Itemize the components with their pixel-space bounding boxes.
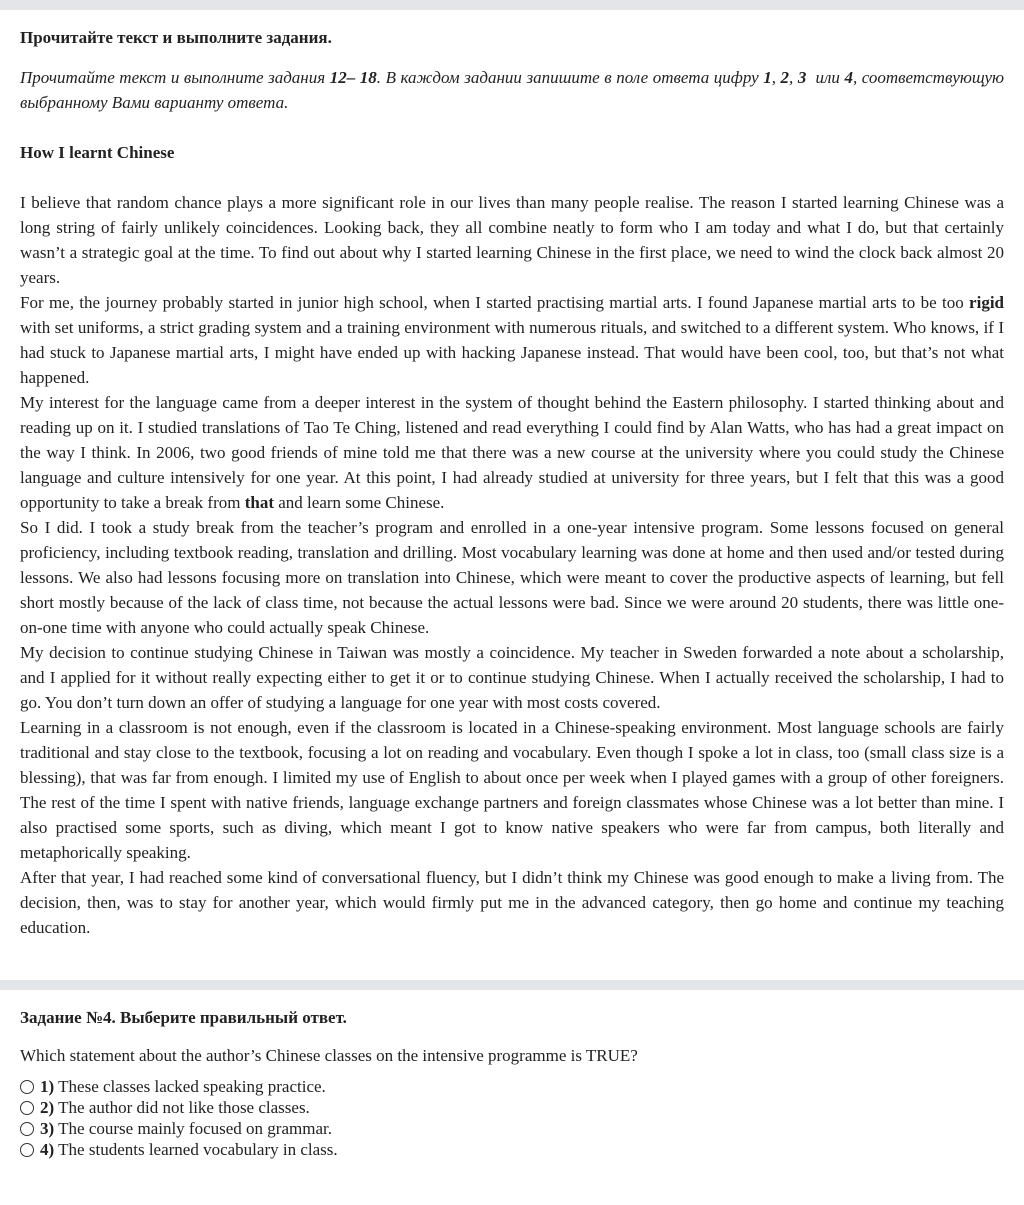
article-body <box>20 190 1004 940</box>
task-question: Which statement about the author’s Chinese classes on the intensive programme is TRUE? <box>20 1046 638 1065</box>
article-paragraph: So I did. I took a study break from the teacher’s program and enrolled in a one-year intensive program. Some lessons focused on general proficiency, including textbook reading, translation and drilling. Most vocabulary learning was done at home and then used and/or tested during lessons. We also had lessons focusing more on translation into Chinese, which were meant to cover the productive aspects of learning, but fell short mostly because of the lack of class time, not because the actual lessons were bad. Since we were around 20 students, there was little one-on-one time with anyone who could actually speak Chinese. <box>20 518 1004 637</box>
radio-button[interactable] <box>20 1101 34 1115</box>
option-label: These classes lacked speaking practice. <box>58 1077 326 1096</box>
highlighted-word: that <box>244 493 274 512</box>
option-number: 1) <box>40 1077 55 1096</box>
instr-part: Прочитайте текст и выполните задания <box>20 68 330 87</box>
article-paragraph: My decision to continue studying Chinese in Taiwan was mostly a coincidence. My teacher in Sweden forwarded a note about a scholarship, and I applied for it without really expecting either to get it or to continue studying Chinese. When I actually received the scholarship, I had to go. You don’t turn down an offer of studying a language for one year with most costs covered. <box>20 643 1004 712</box>
text-run: with set uniforms, a strict grading system and a training environment with numerous rituals, and switched to a different system. Who knows, if I had stuck to Japanese martial arts, I might have ended up with hacking Japanese instead. That would have been cool, too, but that’s not what happened. <box>20 318 1004 387</box>
section-heading: Прочитайте текст и выполните задания. <box>20 28 332 47</box>
section-divider <box>0 980 1024 990</box>
instructions-section <box>20 28 1004 940</box>
answer-option-4[interactable] <box>20 1139 1004 1160</box>
option-label: The course mainly focused on grammar. <box>58 1119 332 1138</box>
instr-part: или <box>815 68 840 87</box>
instr-num: 1 <box>763 68 772 87</box>
instr-part: . В каждом задании запишите в поле ответа цифру <box>376 68 764 87</box>
answer-option-3[interactable] <box>20 1118 1004 1139</box>
radio-button[interactable] <box>20 1080 34 1094</box>
article-paragraph: Learning in a classroom is not enough, even if the classroom is located in a Chinese-speaking environment. Most language schools are fairly traditional and stay close to the textbook, focusing a lot on reading and vocabulary. Even though I spoke a lot in class, too (small class size is a blessing), that was far from enough. I limited my use of English to about once per week when I played games with a group of other foreigners. The rest of the time I spent with native friends, language exchange partners and foreign classmates whose Chinese was a lot better than mine. I also practised some sports, such as diving, which meant I got to know native speakers who were far from campus, both literally and metaphorically speaking. <box>20 718 1004 862</box>
text-run: My interest for the language came from a deeper interest in the system of thought behind the Eastern philosophy. I started thinking about and reading up on it. I studied translations of Tao Te Ching, listened and read everything I could find by Alan Watts, who has had a great impact on the way I think. In 2006, two good friends of mine told me that there was a new course at the university where you could study the Chinese language and culture intensively for one year. At this point, I had already studied at university for three years, but I felt that this was a good opportunity to take a break from <box>20 393 1004 512</box>
article-title: How I learnt Chinese <box>20 143 175 162</box>
article-paragraph <box>20 290 1004 390</box>
option-label: The author did not like those classes. <box>58 1098 310 1117</box>
option-number: 2) <box>40 1098 55 1117</box>
instr-num: 3 <box>797 68 807 87</box>
highlighted-word: rigid <box>969 293 1004 312</box>
instr-part: , соответствующую выбранному Вами варианту ответа. <box>20 68 1005 112</box>
answer-option-2[interactable] <box>20 1097 1004 1118</box>
instr-num: 4 <box>844 68 853 87</box>
task-section <box>20 1008 1004 1160</box>
article-paragraph: After that year, I had reached some kind of conversational fluency, but I didn’t think my Chinese was good enough to make a living from. The decision, then, was to stay for another year, which would firmly put me in the advanced category, then go home and continue my teaching education. <box>20 868 1004 937</box>
text-run: and learn some Chinese. <box>274 493 445 512</box>
radio-button[interactable] <box>20 1143 34 1157</box>
option-label: The students learned vocabulary in class. <box>58 1140 338 1159</box>
task-title: Задание №4. Выберите правильный ответ. <box>20 1008 347 1027</box>
instruction-text: Прочитайте текст и выполните задания 12– 18. В каждом задании запишите в поле ответа цифру 1, 2, 3 или 4, соответствующую выбранному Вами варианту ответа. <box>20 68 1005 112</box>
option-number: 4) <box>40 1140 55 1159</box>
instr-range: 12– 18 <box>329 68 377 87</box>
option-number: 3) <box>40 1119 55 1138</box>
top-divider <box>0 0 1024 10</box>
text-run: For me, the journey probably started in junior high school, when I started practising martial arts. I found Japanese martial arts to be too <box>20 293 970 312</box>
article-paragraph <box>20 390 1004 515</box>
radio-button[interactable] <box>20 1122 34 1136</box>
answer-option-1[interactable] <box>20 1076 1004 1097</box>
article-paragraph: I believe that random chance plays a more significant role in our lives than many people realise. The reason I started learning Chinese was a long string of fairly unlikely coincidences. Looking back, they all combine neatly to form who I am today and what I do, but that certainly wasn’t a strategic goal at the time. To find out about why I started learning Chinese in the first place, we need to wind the clock back almost 20 years. <box>20 193 1004 287</box>
instr-num: 2 <box>780 68 790 87</box>
answer-options <box>20 1076 1004 1160</box>
